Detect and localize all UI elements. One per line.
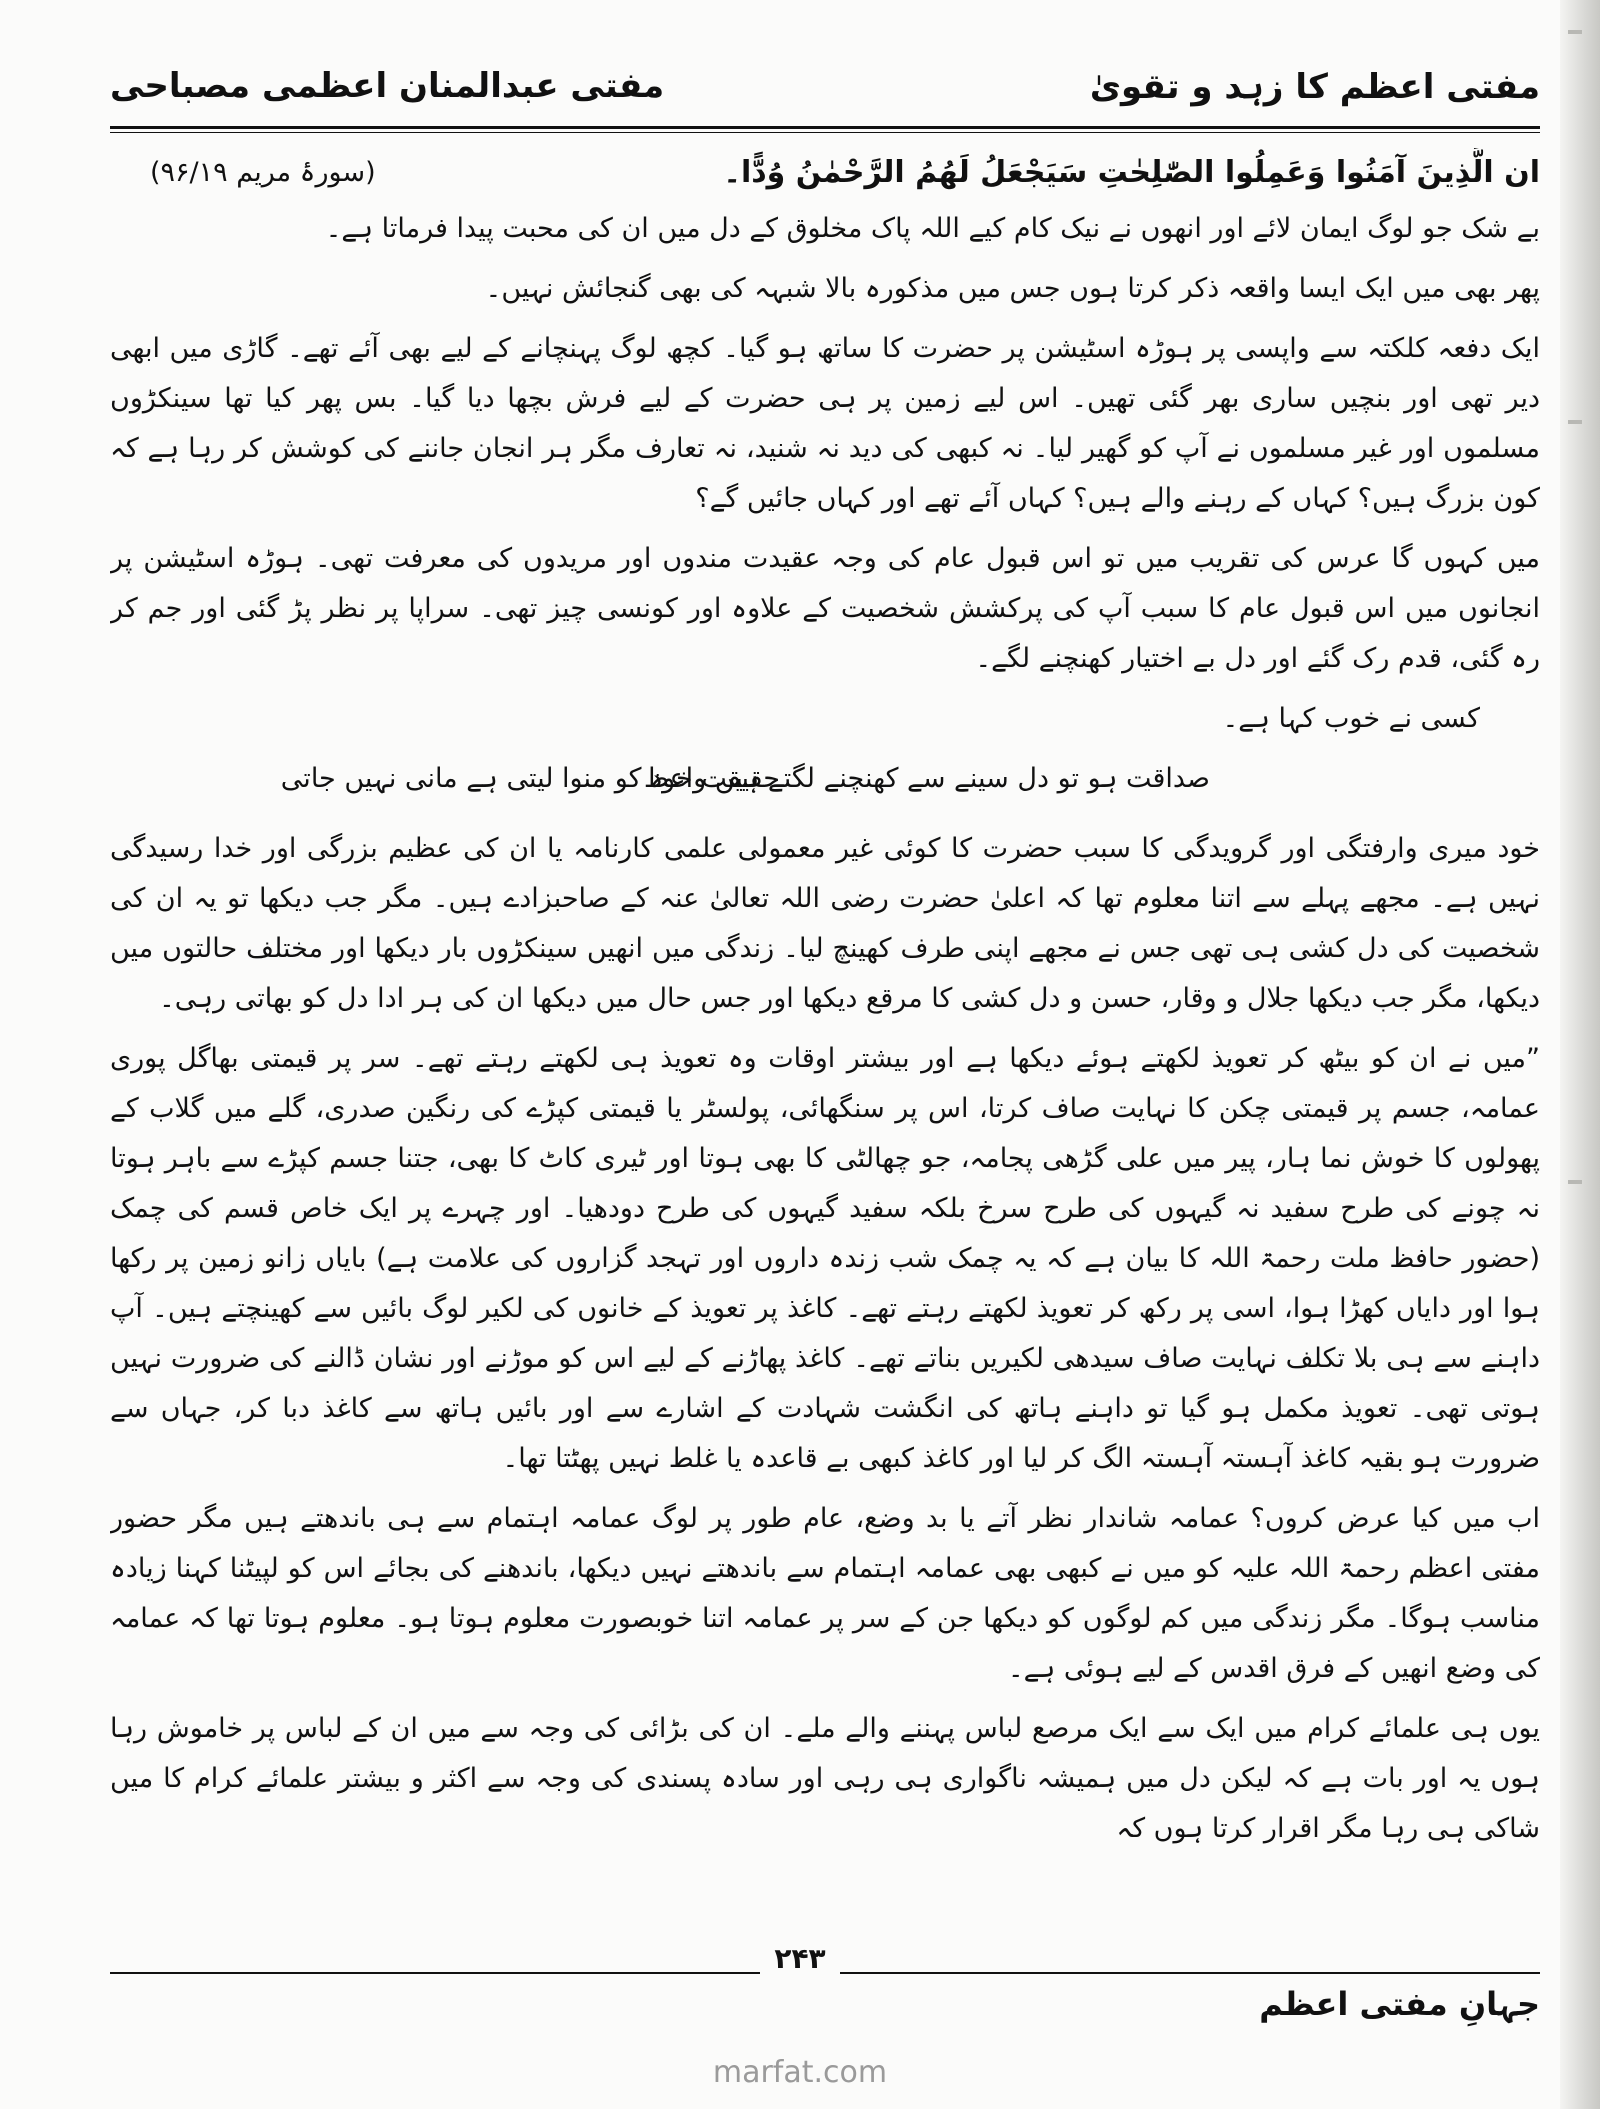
paragraph: ایک دفعہ کلکتہ سے واپسی پر ہوڑہ اسٹیشن پر حضرت کا ساتھ ہو گیا۔ کچھ لوگ پہنچانے کے لیے بھی آئے تھے۔ گاڑی میں ابھی دیر تھی اور بنچیں ساری بھر گئی تھیں۔ اس لیے زمین پر ہی حضرت کے لیے فرش بچھا دیا گیا۔ بس پھر کیا تھا سینکڑوں مسلموں اور غیر مسلموں نے آپ کو گھیر لیا۔ نہ کبھی کی دید نہ شنید، نہ تعارف مگر ہر انجان جاننے کی کوشش کر رہا ہے کہ کون بزرگ ہیں؟ کہاں کے رہنے والے ہیں؟ کہاں آئے تھے اور کہاں جائیں گے؟	[110, 333, 1540, 514]
page-number: ۲۴۳	[760, 1944, 840, 1974]
paragraph: میں کہوں گا عرس کی تقریب میں تو اس قبول عام کی وجہ عقیدت مندوں اور مریدوں کی معرفت تھی۔ ہوڑہ اسٹیشن پر انجانوں میں اس قبول عام کا سبب آپ کی پرکشش شخصیت کے علاوہ اور کونسی چیز تھی۔ سراپا پر نظر پڑ گئی اور جم کر رہ گئی، قدم رک گئے اور دل بے اختیار کھنچنے لگے۔	[110, 543, 1540, 674]
paragraph: بے شک جو لوگ ایمان لائے اور انھوں نے نیک کام کیے اللہ پاک مخلوق کے دل میں ان کی محبت پیدا فرماتا ہے۔	[325, 213, 1540, 244]
paragraph: یوں ہی علمائے کرام میں ایک سے ایک مرصع لباس پہننے والے ملے۔ ان کی بڑائی کی وجہ سے میں ان کے لباس پر خاموش رہا ہوں یہ اور بات ہے کہ لیکن دل میں ہمیشہ ناگواری ہی رہی اور سادہ پسندی کی وجہ سے اکثر و بیشتر علمائے کرام کا میں شاکی ہی رہا مگر اقرار کرتا ہوں کہ	[110, 1713, 1540, 1844]
paragraph: کسی نے خوب کہا ہے۔	[1222, 703, 1480, 734]
running-header	[110, 60, 1540, 120]
book-spine-shadow	[1560, 0, 1600, 2109]
header-rule-thin	[110, 132, 1540, 133]
spine-mark	[1568, 1180, 1582, 1184]
watermark: marfat.com	[712, 2055, 888, 2090]
paragraph: پھر بھی میں ایک ایسا واقعہ ذکر کرتا ہوں جس میں مذکورہ بالا شبہہ کی بھی گنجائش نہیں۔	[485, 273, 1540, 304]
spine-mark	[1568, 420, 1582, 424]
spine-mark	[1568, 30, 1582, 34]
verse-reference: (سورۂ مریم ۹۶/۱۹)	[150, 157, 376, 188]
author-name: مفتی عبدالمنان اعظمی مصباحی	[110, 66, 665, 106]
paragraph: خود میری وارفتگی اور گرویدگی کا سبب حضرت کا کوئی غیر معمولی علمی کارنامہ یا ان کی عظیم بزرگی اور خدا رسیدگی نہیں ہے۔ مجھے پہلے سے اتنا معلوم تھا کہ اعلیٰ حضرت رضی اللہ تعالیٰ عنہ کے صاحبزادے ہیں۔ مگر جب دیکھا تو یہ ان کی شخصیت کی دل کشی ہی تھی جس نے مجھے اپنی طرف کھینچ لیا۔ زندگی میں انھیں سینکڑوں بار دیکھا اور مختلف حالتوں میں دیکھا، مگر جب دیکھا جلال و وقار، حسن و دل کشی کا مرقع دیکھا اور جس حال میں دیکھا ان کی ہر ادا دل کو بھاتی رہی۔	[110, 833, 1540, 1014]
paragraph: اب میں کیا عرض کروں؟ عمامہ شاندار نظر آتے یا بد وضع، عام طور پر لوگ عمامہ اہتمام سے ہی باندھتے ہیں مگر حضور مفتی اعظم رحمۃ اللہ علیہ کو میں نے کبھی بھی عمامہ اہتمام سے باندھتے نہیں دیکھا، باندھنے کی بجائے اس کو لپیٹنا کہنا زیادہ مناسب ہوگا۔ مگر زندگی میں کم لوگوں کو دیکھا جن کے سر پر عمامہ اتنا خوبصورت معلوم ہوتا ہو۔ معلوم ہوتا تھا کہ عمامہ کی وضع انھیں کے فرق اقدس کے لیے ہوئی ہے۔	[110, 1503, 1540, 1684]
page-body	[110, 148, 1540, 1938]
paragraph: ”میں نے ان کو بیٹھ کر تعویذ لکھتے ہوئے دیکھا ہے اور بیشتر اوقات وہ تعویذ ہی لکھتے رہتے تھے۔ سر پر قیمتی بھاگل پوری عمامہ، جسم پر قیمتی چکن کا نہایت صاف کرتا، اس پر سنگھائی، پولسٹر یا قیمتی کپڑے کی رنگین صدری، گلے میں گلاب کے پھولوں کا خوش نما ہار، پیر میں علی گڑھی پجامہ، جو چھالٹی کا بھی ہوتا اور ٹیری کاٹ کا بھی، جتنا جسم کپڑے سے باہر ہوتا نہ چونے کی طرح سفید نہ گیہوں کی طرح سرخ بلکہ سفید گیہوں کی طرح دودھیا۔ اور چہرے پر ایک خاص قسم کی چمک (حضور حافظ ملت رحمۃ اللہ کا بیان ہے کہ یہ چمک شب زندہ داروں اور تہجد گزاروں کی علامت ہے) بایاں زانو زمین پر رکھا ہوا اور دایاں کھڑا ہوا، اسی پر رکھ کر تعویذ لکھتے رہتے تھے۔ کاغذ پر تعویذ کے خانوں کی لکیر لوگ بائیں سے کھینچتے ہیں۔ آپ داہنے سے ہی بلا تکلف نہایت صاف سیدھی لکیریں بناتے تھے۔ کاغذ پھاڑنے کے لیے اس کو موڑنے اور نشان ڈالنے کی ضرورت نہیں ہوتی تھی۔ تعویذ مکمل ہو گیا تو داہنے ہاتھ کی انگشت شہادت کے اشارے سے اور بائیں ہاتھ سے کاغذ دبا کر، جہاں سے ضرورت ہو بقیہ کاغذ آہستہ آہستہ الگ کر لیا اور کاغذ کبھی بے قاعدہ یا غلط نہیں پھٹتا تھا۔	[110, 1043, 1540, 1474]
quran-verse	[110, 148, 1540, 200]
header-rule	[110, 126, 1540, 129]
couplet-second-line: حقیقت خود کو منوا لیتی ہے مانی نہیں جاتی	[280, 763, 780, 794]
verse-text: ان الَّذِينَ آمَنُوا وَعَمِلُوا الصّٰلِحٰتِ سَيَجْعَلُ لَهُمُ الرَّحْمٰنُ وُدًّا۔	[723, 155, 1540, 190]
couplet-first-line: صداقت ہو تو دل سینے سے کھنچنے لگتے ہیں واعظ	[643, 763, 1210, 794]
book-title: جہانِ مفتی اعظم	[1259, 1985, 1540, 2023]
couplet	[110, 754, 1540, 810]
chapter-title: مفتی اعظم کا زہد و تقویٰ	[1089, 67, 1540, 107]
